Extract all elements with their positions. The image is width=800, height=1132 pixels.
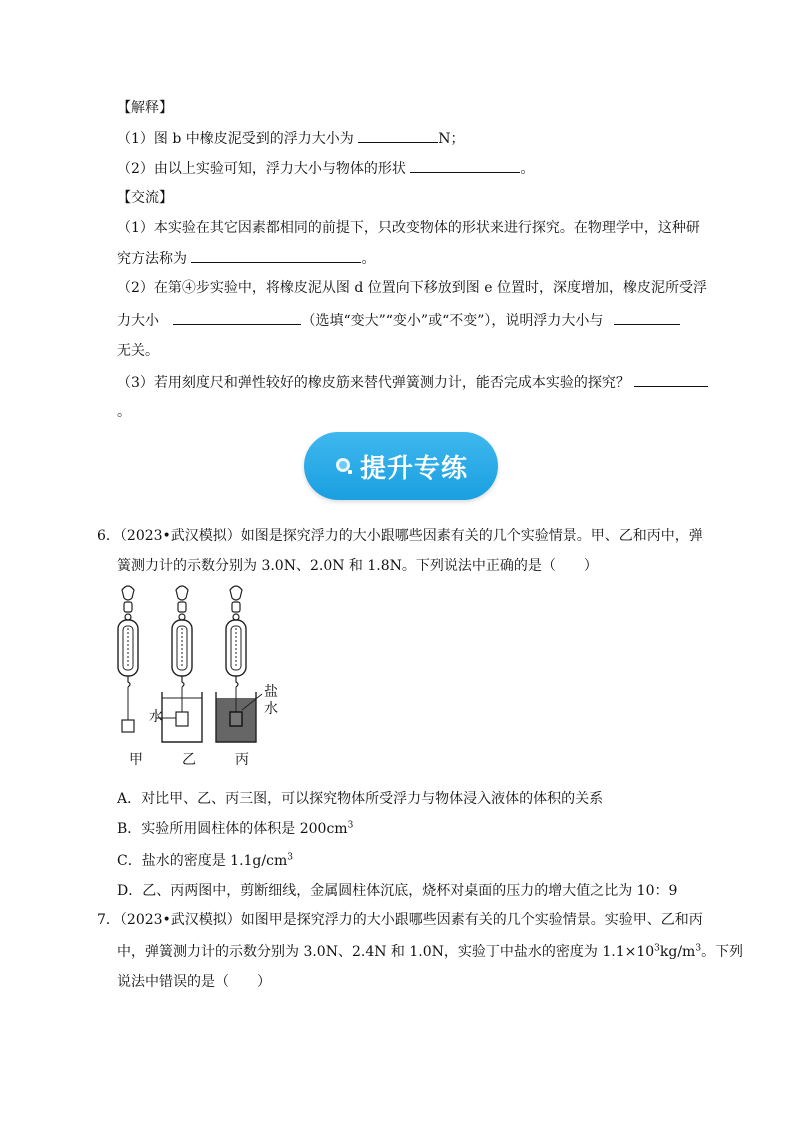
exchange-q2-mid: （选填“变大”“变小”或“不变”），说明浮力大小与 <box>301 313 604 329</box>
exchange-q1-text: 究方法称为 <box>117 251 187 267</box>
q6-line1: 6．（2023•武汉模拟）如图是探究浮力的大小跟哪些因素有关的几个实验情景。甲、乙和丙中，弹 <box>97 528 703 544</box>
section-banner <box>304 432 498 500</box>
exchange-q2-line1: （2）在第④步实验中，将橡皮泥从图 d 位置向下移放到图 e 位置时，深度增加，橡皮泥所受浮 <box>117 280 707 296</box>
explain-q1 <box>117 128 464 149</box>
q6-option-b <box>117 819 353 839</box>
exchange-header: 【交流】 <box>117 190 173 206</box>
figure-label-b: 乙 <box>182 752 196 768</box>
q7-line2-end: 。下列 <box>701 944 744 960</box>
answer-blank[interactable] <box>410 158 520 173</box>
q7-line2 <box>117 942 743 962</box>
q7-line2-unit: kg/m <box>659 944 696 960</box>
explain-q2-text: （2）由以上实验可知，浮力大小与物体的形状 <box>117 161 406 177</box>
exchange-q2-line2 <box>117 310 680 331</box>
q7-line3: 说法中错误的是（ ） <box>117 974 271 990</box>
answer-blank[interactable] <box>191 248 361 263</box>
search-icon <box>334 456 354 476</box>
explain-q2-end: 。 <box>520 161 535 177</box>
explain-q1-unit: N； <box>438 131 465 147</box>
exchange-q1-end: 。 <box>361 251 376 267</box>
answer-blank[interactable] <box>634 372 708 387</box>
q6-option-c <box>117 851 293 871</box>
exchange-q2-line3: 无关。 <box>117 343 159 359</box>
figure-label-water: 水 <box>149 709 163 725</box>
figure-label-salt: 盐 <box>264 684 278 700</box>
answer-blank[interactable] <box>358 128 438 143</box>
spring-scale-a <box>118 586 138 732</box>
exchange-q1-line2 <box>117 248 375 269</box>
figure-label-a: 甲 <box>129 752 143 768</box>
q6-option-c-text: C．盐水的密度是 1.1g/cm <box>117 853 288 869</box>
spring-scale-c <box>216 586 262 742</box>
explain-q1-text: （1）图 b 中橡皮泥受到的浮力大小为 <box>117 131 354 147</box>
figure-label-salt-water: 水 <box>264 701 278 717</box>
q7-sup1: 3 <box>654 943 660 954</box>
exchange-q3-text: （3）若用刻度尺和弹性较好的橡皮筋来替代弹簧测力计，能否完成本实验的探究？ <box>117 375 630 391</box>
exchange-q3-line2: 。 <box>117 404 131 420</box>
q6-line2: 簧测力计的示数分别为 3.0N、2.0N 和 1.8N。下列说法中正确的是（ ） <box>117 558 598 574</box>
exchange-q2-text: 力大小 <box>117 313 159 329</box>
explain-q2 <box>117 158 534 179</box>
exchange-q3-line1 <box>117 372 708 393</box>
answer-blank[interactable] <box>614 310 680 325</box>
q6-option-b-text: B．实验所用圆柱体的体积是 200cm <box>117 821 348 837</box>
q7-line2-text: 中，弹簧测力计的示数分别为 3.0N、2.4N 和 1.0N，实验丁中盐水的密度为 1.1×10 <box>117 944 655 960</box>
q6-option-a: A．对比甲、乙、丙三图，可以探究物体所受浮力与物体浸入液体的体积的关系 <box>117 791 604 807</box>
q7-line1: 7．（2023•武汉模拟）如图甲是探究浮力的大小跟哪些因素有关的几个实验情景。实验甲、乙和丙 <box>97 912 703 928</box>
q6-option-b-sup: 3 <box>347 820 354 831</box>
banner-title: 提升专练 <box>359 453 468 484</box>
exchange-q1-line1: （1）本实验在其它因素都相同的前提下，只改变物体的形状来进行探究。在物理学中，这种研 <box>117 220 700 236</box>
q7-sup2: 3 <box>695 943 702 954</box>
answer-blank[interactable] <box>173 310 301 325</box>
q6-option-c-sup: 3 <box>287 852 293 863</box>
figure-label-c: 丙 <box>235 752 249 768</box>
q6-option-d: D．乙、丙两图中，剪断细线，金属圆柱体沉底，烧杯对桌面的压力的增大值之比为 10：9 <box>117 883 678 899</box>
explain-header: 【解释】 <box>117 100 173 116</box>
